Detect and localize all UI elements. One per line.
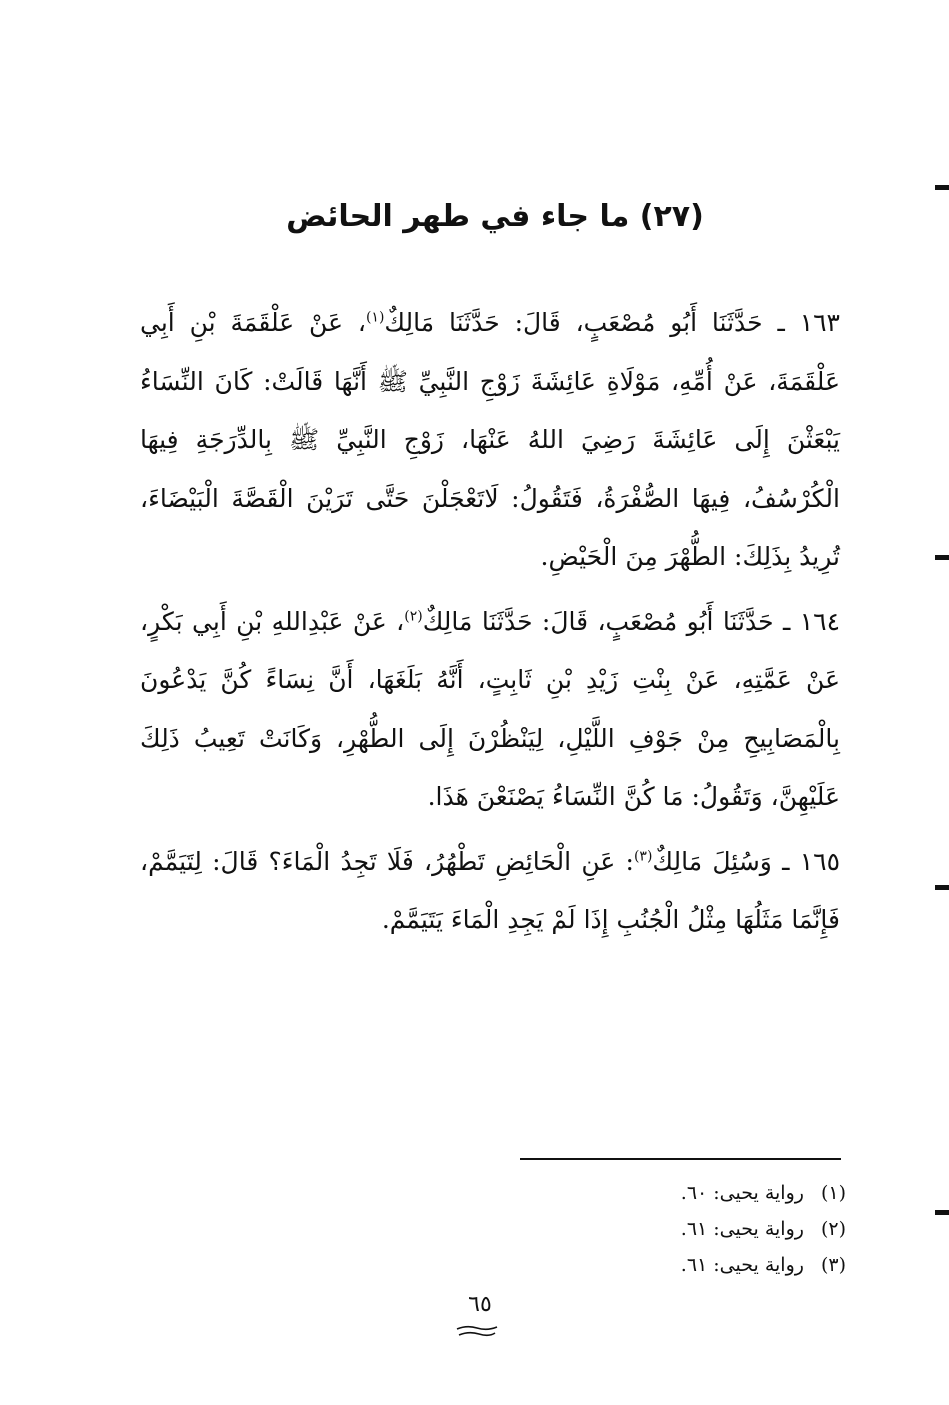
hadith-paragraph [140, 593, 840, 827]
page-edge-mark [935, 555, 949, 560]
paragraph-text: : عَنِ الْحَائِضِ تَطْهُرُ، فَلَا تَجِدُ الْمَاءَ؟ قَالَ: لِتَيَمَّمْ، فَإِنَّمَا مَثَلُهَا مِثْلُ الْجُنُبِ إِذَا لَمْ يَجِدِ الْمَاءَ يَتَيَمَّمْ. [140, 846, 840, 934]
main-text [140, 294, 840, 956]
footnote-number: (٣) [820, 1254, 846, 1276]
footnote-reference: (١) [365, 309, 385, 326]
ornament-squiggle-icon [455, 1324, 499, 1338]
footnote-separator [520, 1158, 841, 1160]
page-edge-mark [935, 885, 949, 890]
footnote-reference: (٣) [633, 848, 653, 865]
footnote-number: (٢) [820, 1218, 846, 1240]
footnote-text: رواية يحيى: ٦٠. [680, 1182, 804, 1204]
footnote-number: (١) [820, 1182, 846, 1204]
hadith-paragraph [140, 833, 840, 950]
footnote-reference: (٢) [404, 608, 423, 625]
paragraph-text: ١٦٥ ـ وَسُئِلَ مَالِكٌ [652, 846, 841, 876]
paragraph-text: ١٦٣ ـ حَدَّثَنَا أَبُو مُصْعَبٍ، قَالَ: حَدَّثَنَا مَالِكٌ [384, 308, 840, 337]
footnotes [516, 1175, 846, 1283]
footnote-item [516, 1211, 846, 1247]
paragraph-text: ، عَنْ عَبْدِاللهِ بْنِ أَبِي بَكْرٍ، عَنْ عَمَّتِهِ، عَنْ بِنْتِ زَيْدِ بْنِ ثَابِتٍ، أَنَّهُ بَلَغَهَا، أَنَّ نِسَاءً كُنَّ يَدْعُونَ بِالْمَصَابِيحِ مِنْ جَوْفِ اللَّيْلِ، لِيَنْظُرْنَ إِلَى الطُّهْرِ، وَكَانَتْ تَعِيبُ ذَلِكَ عَلَيْهِنَّ، وَتَقُولُ: مَا كُنَّ النِّسَاءُ يَصْنَعْنَ هَذَا. [140, 606, 840, 811]
footnote-item [516, 1247, 846, 1283]
footnote-text: رواية يحيى: ٦١. [680, 1254, 804, 1276]
footnote-text: رواية يحيى: ٦١. [680, 1218, 804, 1240]
chapter-title: (٢٧) ما جاء في طهر الحائض [286, 199, 704, 234]
paragraph-text: ، عَنْ عَلْقَمَةَ بْنِ أَبِي عَلْقَمَةَ، عَنْ أُمِّهِ، مَوْلَاةِ عَائِشَةَ زَوْجِ النَّبِيِّ ﷺ أَنَّهَا قَالَتْ: كَانَ النِّسَاءُ يَبْعَثْنَ إِلَى عَائِشَةَ رَضِيَ اللهُ عَنْهَا، زَوْجِ النَّبِيِّ ﷺ بِالدِّرَجَةِ فِيهَا الْكُرْسُفُ، فِيهَا الصُّفْرَةُ، فَتَقُولُ: لَاتَعْجَلْنَ حَتَّى تَرَيْنَ الْقَصَّةَ الْبَيْضَاءَ، تُرِيدُ بِذَلِكَ: الطُّهْرَ مِنَ الْحَيْضِ. [140, 308, 840, 571]
paragraph-text: ١٦٤ ـ حَدَّثَنَا أَبُو مُصْعَبٍ، قَالَ: حَدَّثَنَا مَالِكٌ [422, 606, 841, 636]
page-edge-mark [935, 1210, 949, 1215]
hadith-paragraph [140, 294, 840, 587]
page-edge-mark [935, 185, 949, 190]
footnote-item [516, 1175, 846, 1211]
page-number: ٦٥ [468, 1292, 492, 1317]
